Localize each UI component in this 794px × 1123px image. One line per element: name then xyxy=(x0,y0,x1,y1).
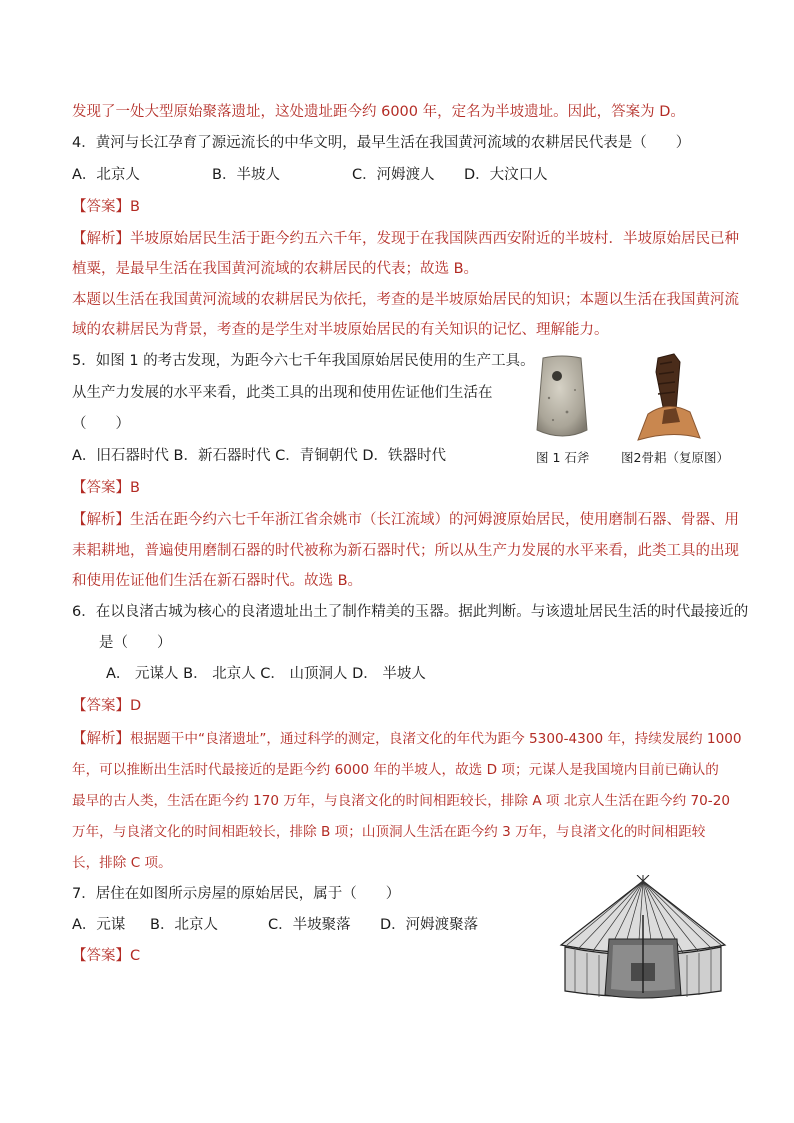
stone-axe-image xyxy=(527,354,597,442)
q6-analysis-line-1 xyxy=(72,729,742,749)
q6-stem-line-1: 6．在以良渚古城为核心的良渚遗址出土了制作精美的玉器。据此判断。与该遗址居民生活的时代最接近的 xyxy=(72,604,749,620)
q4-option-b: B．半坡人 xyxy=(212,167,280,183)
answer-value: B xyxy=(130,480,140,496)
q4-analysis-line-1 xyxy=(72,229,739,249)
q5-analysis-line-2: 耒耜耕地，普遍使用磨制石器的时代被称为新石器时代；所以从生产力发展的水平来看，此类工具的出现 xyxy=(72,543,739,559)
round-hut-image xyxy=(553,875,733,1003)
q7-stem: 7．居住在如图所示房屋的原始居民，属于（ ） xyxy=(72,886,401,902)
analysis-text: 半坡原始居民生活于距今约五六千年，发现于在我国陕西西安附近的半坡村．半坡原始居民已种 xyxy=(130,231,739,247)
q4-option-a: A．北京人 xyxy=(72,167,140,183)
q4-option-d: D．大汶口人 xyxy=(464,167,548,183)
q7-answer xyxy=(72,946,140,966)
answer-tag: 【答案】 xyxy=(72,948,130,964)
q6-analysis-line-4: 万年，与良渚文化的时间相距较长，排除 B 项；山顶洞人生活在距今约 3 万年，与良渚文化的时间相距较 xyxy=(72,824,706,840)
q6-analysis-line-5: 长，排除 C 项。 xyxy=(72,855,172,871)
fig1-caption: 图 1 石斧 xyxy=(536,450,590,465)
analysis-tag: 【解析】 xyxy=(72,731,130,747)
answer-value: C xyxy=(130,948,141,964)
answer-tag: 【答案】 xyxy=(72,480,130,496)
q6-analysis-line-2: 年，可以推断出生活时代最接近的是距今约 6000 年的半坡人，故选 D 项；元谋人是我国境内目前已确认的 xyxy=(72,762,719,778)
q7-option-d: D．河姆渡聚落 xyxy=(380,917,479,933)
q6-options: A． 元谋人 B． 北京人 C． 山顶洞人 D． 半坡人 xyxy=(106,666,426,682)
analysis-text: 生活在距今约六七千年浙江省余姚市（长江流域）的河姆渡原始居民，使用磨制石器、骨器、用 xyxy=(130,512,739,528)
q4-stem: 4．黄河与长江孕育了源远流长的中华文明，最早生活在我国黄河流域的农耕居民代表是（ ） xyxy=(72,135,691,151)
answer-tag: 【答案】 xyxy=(72,698,130,714)
analysis-tag: 【解析】 xyxy=(72,231,130,247)
q7-option-c: C．半坡聚落 xyxy=(268,917,351,933)
q5-stem-line-3: （ ） xyxy=(72,416,130,432)
answer-tag: 【答案】 xyxy=(72,199,130,215)
q6-analysis-line-3: 最早的古人类，生活在距今约 170 万年，与良渚文化的时间相距较长，排除 A 项 北京人生活在距今约 70-20 xyxy=(72,793,731,809)
q4-analysis-line-2: 植粟，是最早生活在我国黄河流域的农耕居民的代表；故选 B。 xyxy=(72,261,479,277)
answer-value: D xyxy=(130,698,142,714)
q5-analysis-line-3: 和使用佐证他们生活在新石器时代。故选 B。 xyxy=(72,573,363,589)
q5-stem-line-2: 从生产力发展的水平来看，此类工具的出现和使用佐证他们生活在 xyxy=(72,385,493,401)
q4-option-c: C．河姆渡人 xyxy=(352,167,435,183)
q5-options: A．旧石器时代 B．新石器时代 C．青铜朝代 D．铁器时代 xyxy=(72,448,446,464)
q6-answer xyxy=(72,696,141,716)
q4-analysis-line-3: 本题以生活在我国黄河流域的农耕居民为依托，考查的是半坡原始居民的知识；本题以生活在我国黄河流 xyxy=(72,292,739,308)
q5-stem-line-1: 5．如图 1 的考古发现，为距今六七千年我国原始居民使用的生产工具。 xyxy=(72,353,535,369)
q4-answer xyxy=(72,197,140,217)
continuation-text: 发现了一处大型原始聚落遗址，这处遗址距今约 6000 年，定名为半坡遗址。因此，答案为 D。 xyxy=(72,104,685,120)
q7-option-a: A．元谋 xyxy=(72,917,126,933)
q6-stem-line-2: 是（ ） xyxy=(99,635,172,651)
q7-option-b: B．北京人 xyxy=(150,917,218,933)
analysis-tag: 【解析】 xyxy=(72,512,130,528)
bone-spade-image xyxy=(628,352,708,444)
analysis-text: 根据题干中“良渚遗址”，通过科学的测定，良渚文化的年代为距今 5300-4300 年，持续发展约 1000 xyxy=(130,731,742,747)
fig2-caption: 图2骨耜（复原图） xyxy=(621,450,729,465)
q4-analysis-line-4: 域的农耕居民为背景，考查的是学生对半坡原始居民的有关知识的记忆、理解能力。 xyxy=(72,322,609,338)
answer-value: B xyxy=(130,199,140,215)
q5-analysis-line-1 xyxy=(72,510,739,530)
q5-answer xyxy=(72,478,140,498)
